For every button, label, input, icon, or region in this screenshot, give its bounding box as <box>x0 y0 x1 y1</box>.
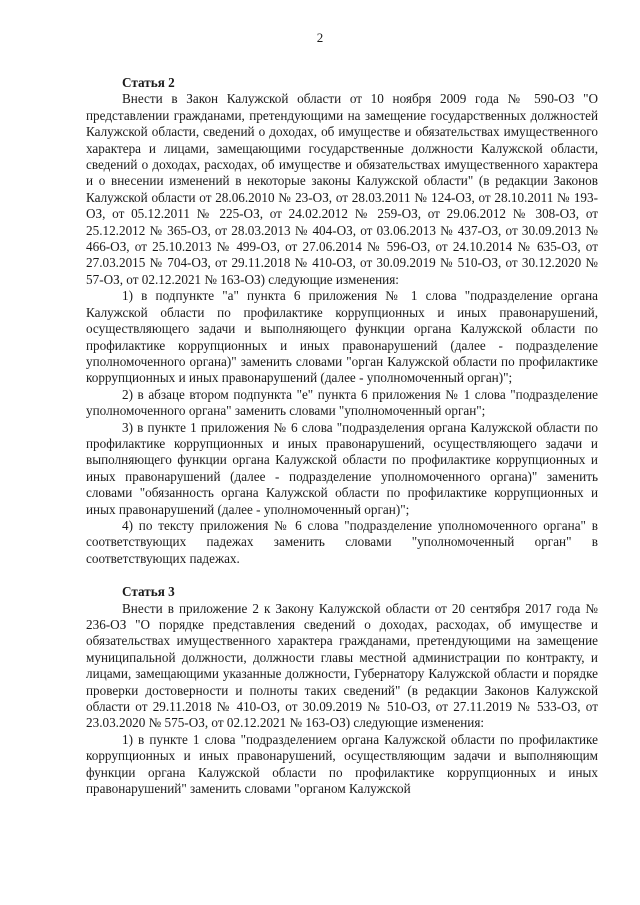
article-2-item-3: 3) в пункте 1 приложения № 6 слова "подразделения органа Калужской области по профилактике коррупционных и иных правонарушений, осуществляющего задачи и выполняющего функции органа Калужской области по профилактике коррупционных и иных правонарушений (далее - подразделение уполномоченного органа)" заменить словами "обязанность органа Калужской области по профилактике коррупционных и иных правонарушений (далее - уполномоченный орган)"; <box>86 419 598 517</box>
article-2-heading: Статья 2 <box>122 75 175 90</box>
article-2-item-1: 1) в подпункте "а" пункта 6 приложения № 1 слова "подразделение органа Калужской области по профилактике коррупционных и иных правонарушений, осуществляющего задачи и выполняющего функции органа Калужской области по профилактике коррупционных и иных правонарушений (далее - подразделение уполномоченного органа)" заменить словами "орган Калужской области по профилактике коррупционных и иных правонарушений (далее - уполномоченный орган)"; <box>86 288 598 386</box>
page-number: 2 <box>316 30 324 45</box>
document-body <box>86 75 598 797</box>
article-3-intro: Внести в приложение 2 к Закону Калужской области от 20 сентября 2017 года № 236-ОЗ "О порядке представления сведений о доходах, расходах, об имуществе и обязательствах имущественного характера гражданами, претендующими на замещение муниципальной должности, должности главы местной администрации по контракту, и лицами, замещающими указанные должности, Губернатору Калужской области и порядке проверки достоверности и полноты таких сведений" (в редакции Законов Калужской области от 29.11.2018 № 410-ОЗ, от 30.09.2019 № 510-ОЗ, от 27.11.2019 № 533-ОЗ, от 23.03.2020 № 575-ОЗ, от 02.12.2021 № 163-ОЗ) следующие изменения: <box>86 600 598 731</box>
article-3-item-1: 1) в пункте 1 слова "подразделением органа Калужской области по профилактике коррупционных и иных правонарушений, осуществляющим задачи и выполняющим функции органа Калужской области по профилактике коррупционных и иных правонарушений" заменить словами "органом Калужской <box>86 731 598 797</box>
article-2-intro: Внести в Закон Калужской области от 10 ноября 2009 года № 590-ОЗ "О представлении гражданами, претендующими на замещение государственных должностей Калужской области, сведений о доходах, об имуществе и обязательствах имущественного характера и лицами, замещающими государственные должности Калужской области, сведений о доходах, расходах, об имуществе и обязательствах имущественного характера и о внесении изменений в некоторые законы Калужской области" (в редакции Законов Калужской области от 28.06.2010 № 23-ОЗ, от 28.03.2011 № 124-ОЗ, от 28.10.2011 № 193-ОЗ, от 05.12.2011 № 225-ОЗ, от 24.02.2012 № 259-ОЗ, от 29.06.2012 № 308-ОЗ, от 25.12.2012 № 365-ОЗ, от 28.03.2013 № 404-ОЗ, от 03.06.2013 № 437-ОЗ, от 30.09.2013 № 466-ОЗ, от 25.10.2013 № 499-ОЗ, от 27.06.2014 № 596-ОЗ, от 24.10.2014 № 635-ОЗ, от 27.03.2015 № 704-ОЗ, от 29.11.2018 № 410-ОЗ, от 30.09.2019 № 510-ОЗ, от 30.12.2020 № 57-ОЗ, от 02.12.2021 № 163-ОЗ) следующие изменения: <box>86 91 598 287</box>
article-2-item-2: 2) в абзаце втором подпункта "е" пункта 6 приложения № 1 слова "подразделение уполномоченного органа" заменить словами "уполномоченный орган"; <box>86 386 598 419</box>
article-3-heading: Статья 3 <box>122 584 175 600</box>
article-2-item-4: 4) по тексту приложения № 6 слова "подразделение уполномоченного органа" в соответствующих падежах заменить словами "уполномоченный орган" в соответствующих падежах. <box>86 517 598 566</box>
